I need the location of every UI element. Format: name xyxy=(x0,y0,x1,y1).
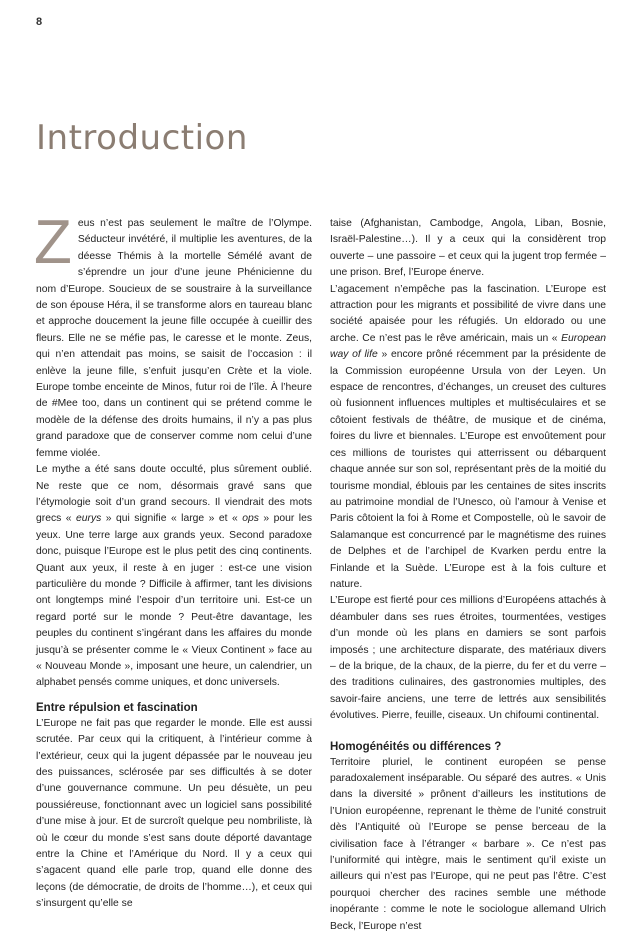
fascination-text-b: » encore prôné récemment par la présidente de la Commission européenne Ursula von der Leyen. Un espace de rencontres, d’échanges, un creuset des cultures où fusionnent influences multiples et multiséculaires et se côtoient festivals de théâtre, de musique et de cinéma, foires du livre et biennales. L’Europe est envoûtement pour ces millions de touristes qui atterrissent ou débarquent chaque année sur son sol, représentant près de la moitié du tourisme mondial, éblouis par les centaines de sites inscrits au patrimoine mondial de l’Unesco, où l’amour à Venise et Paris côtoient la foi à Rome et Compostelle, où le savoir de Salamanque est concurrencé par le magnétisme des ruines de Delphes et de l’archipel de Kvarken perdu entre la Finlande et la Suède. L’Europe est à la fois culture et nature. xyxy=(330,349,606,590)
pride-paragraph: L’Europe est fierté pour ces millions d’Européens attachés à déambuler dans ses rues étroites, tourmentées, vestiges d’un monde où les plans en damiers se sont parfois imposés ; une architecture disparate, des matériaux divers – de la brique, de la chaux, de la pierre, du fer et du verre – des traditions culinaires, des gastronomies multiples, des savoir-faire anciens, une terre de lettrés aux sensibilités évolutives. Pierre, feuille, ciseaux. Un chifoumi continental. xyxy=(330,595,606,722)
continuation-paragraph: taise (Afghanistan, Cambodge, Angola, Liban, Bosnie, Israël-Palestine…). Il y a ceux qui la considèrent trop ouverte – une passoire – et ceux qui la jugent trop fermée – une prison. Bref, l’Europe énerve. xyxy=(330,218,606,279)
etymology-text-b: » qui signifie « large » et « xyxy=(101,513,243,525)
etymology-text-a: Le mythe a été sans doute occulté, plus sûrement oublié. Ne reste que ce nom, désormais gravé sans que l’étymologie soit d’un grand secours. Il viendrait des mots grecs « xyxy=(36,464,312,525)
intro-paragraph-text: eus n’est pas seulement le maître de l’Olympe. Séducteur invétéré, il multiplie les aventures, de la déesse Thémis à la mortelle Sémélé avant de s’éprendre un jour d’une jeune Phénicienne du nom d’Europe. Soucieux de se soustraire à la surveillance de son épouse Héra, il se transforme alors en taureau blanc et approche doucement la jeune fille occupée à cueillir des fleurs. Elle ne se méfie pas, le caresse et le monte. Zeus, qui n’en attendait pas moins, se saisit de l’occasion : il enlève la jeune fille, s’enfuit jusqu’en Crète et la viole. Europe tombe enceinte de Minos, futur roi de l’île. À l’heure de #Mee too, dans un continent qui se prétend comme le modèle de la défense des droits humains, il n’y a pas plus grand paradoxe que de conserver comme nom celui d’une femme violée. xyxy=(36,218,312,459)
repulsion-paragraph: L’Europe ne fait pas que regarder le monde. Elle est aussi scrutée. Par ceux qui la critiquent, à l’intérieur comme à l’extérieur, ceux qui la jugent dépassée par le nouveau jeu des puissances, sclérosée par ses difficultés à se doter d’une gouvernance commune. Un peu désuète, un peu poussiéreuse, fonctionnant avec un logiciel sans possibilité d’une mise à jour. Et de surcroît quelque peu nombriliste, là où le cœur du monde s’est sans doute déporté davantage entre la Chine et l’Amérique du Nord. Il y a ceux qui s’agacent quand elle parle trop, quand elle donne des leçons (de démocratie, de droits de l’homme…), et ceux qui s’insurgent qu’elle se xyxy=(36,717,312,910)
section-heading-homogeneity: Homogénéités ou différences ? xyxy=(330,740,502,753)
term-ops: ops xyxy=(242,513,259,525)
term-european-way-of-life: European way of life xyxy=(330,332,606,361)
right-column xyxy=(330,216,606,935)
section-heading-repulsion: Entre répulsion et fascination xyxy=(36,701,198,714)
fascination-text-a: L’agacement n’empêche pas la fascination. L’Europe est attraction pour les migrants et possibilité de vivre dans une société apaisée pour les réfugiés. Un eldorado ou une arche. Ce n’est pas le rêve américain, mais un « xyxy=(330,283,606,344)
etymology-text-c: » pour les yeux. Une terre large aux grands yeux. Second paradoxe donc, puisque l’Europe est le plus petit des cinq continents. Quant aux yeux, il reste à en juger : est-ce une vision particulière du monde ? Difficile à affirmer, tant les divisions ont longtemps miné l’espoir d’un territoire uni. Est-ce un regard porté sur le monde ? Peut-être davantage, les peuples du continent s’ingérant dans les affaires du monde jusqu’à se présenter comme le « Vieux Continent » face au « Nouveau Monde », imposant une heure, un calendrier, un alphabet pensés comme uniques, et donc universels. xyxy=(36,513,312,689)
page-title: Introduction xyxy=(36,118,248,158)
homogeneity-paragraph: Territoire pluriel, le continent européen se pense paradoxalement inséparable. Ou séparé des autres. « Unis dans la diversité » prônent d’ailleurs les institutions de l’Union européenne, reprenant le thème de l’unité construit dès l’Antiquité où l’Europe se pense berceau de la civilisation face à l’étranger « barbare ». Ce n’est pas l’uniformité qui intègre, mais le sentiment qu’il existe un ailleurs qui n’est pas l’Europe, qui ne peut pas l’être. C’est pourquoi chercher des racines semble une méthode inopérante : comme le note le sociologue allemand Ulrich Beck, l’Europe n’est xyxy=(330,756,606,932)
left-column xyxy=(34,208,312,913)
term-eurys: eurys xyxy=(76,513,102,525)
page-number: 8 xyxy=(36,16,43,28)
drop-cap: Z xyxy=(34,208,72,277)
intro-paragraph xyxy=(34,208,312,462)
etymology-paragraph xyxy=(36,462,312,692)
fascination-paragraph xyxy=(330,282,606,594)
